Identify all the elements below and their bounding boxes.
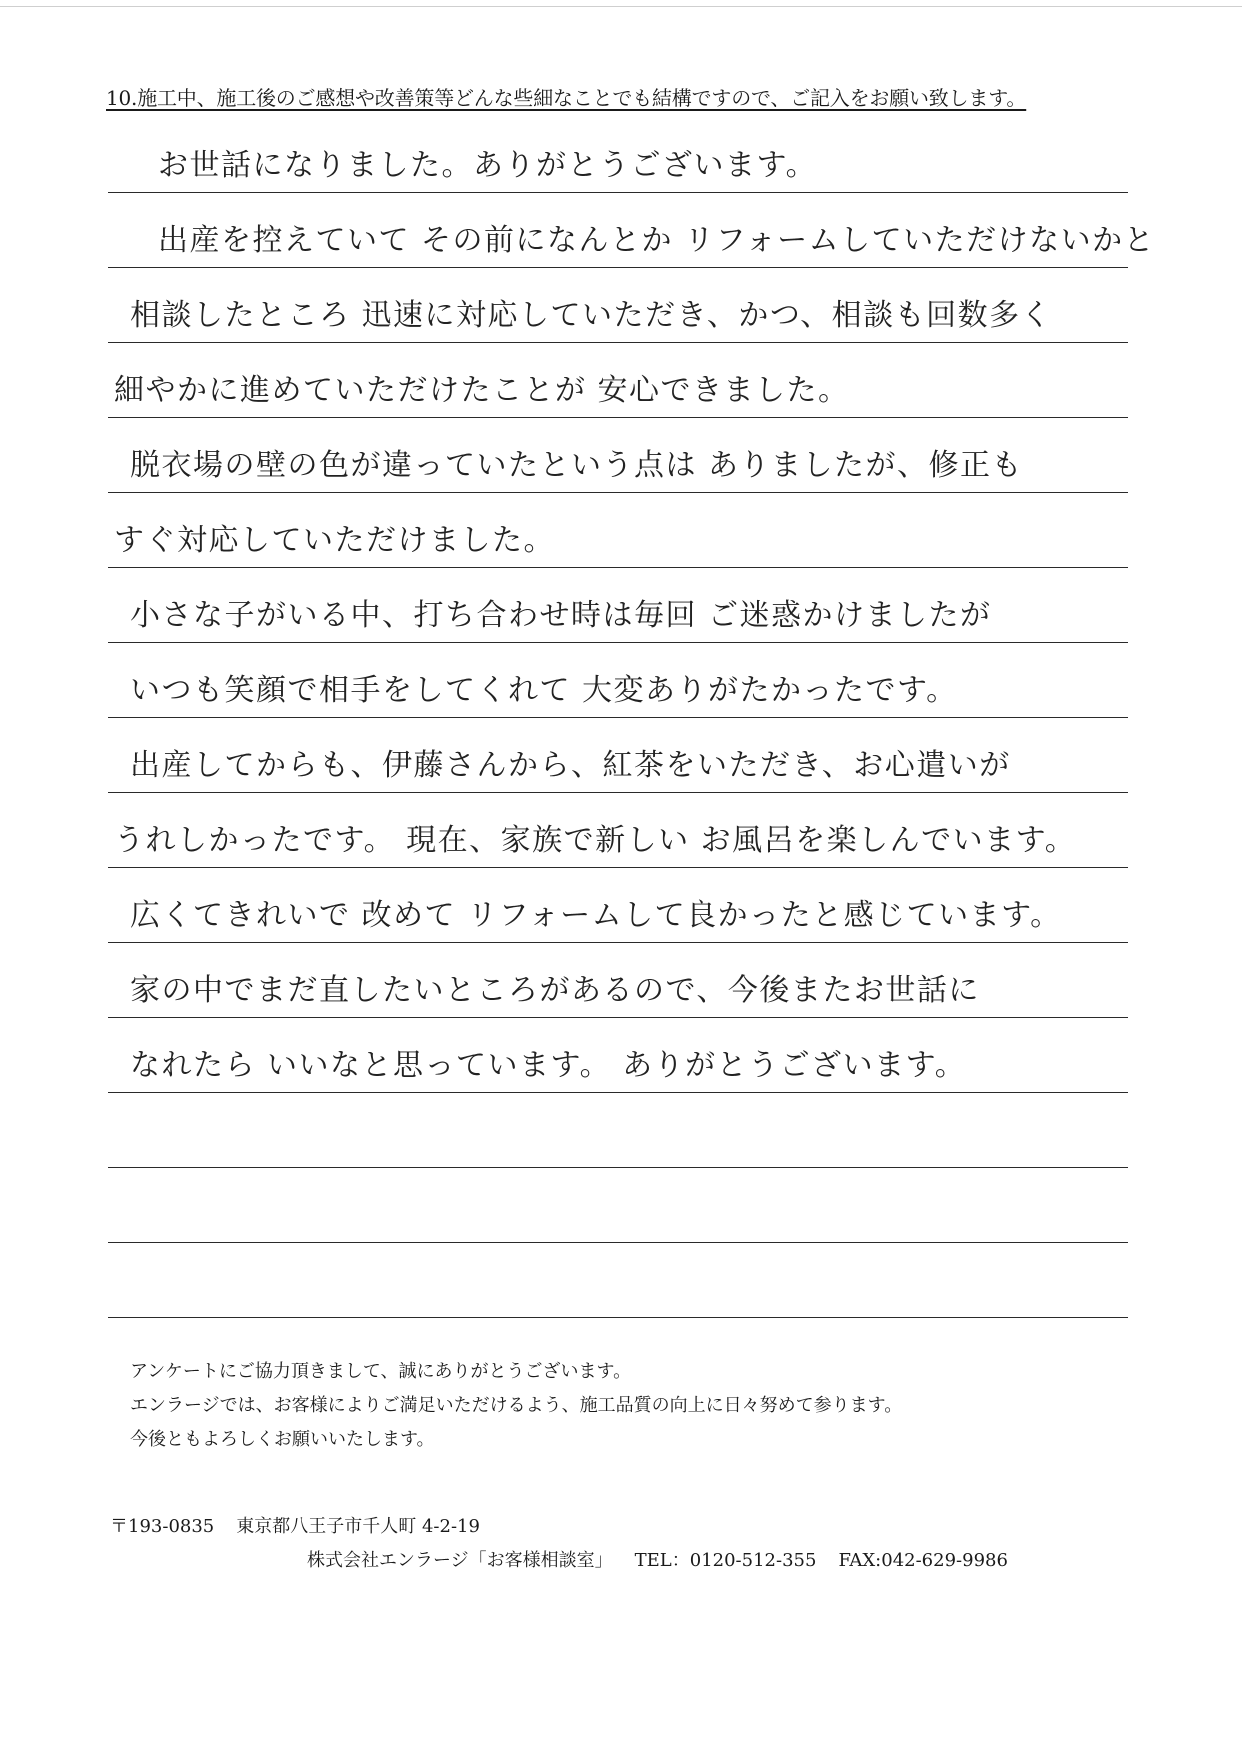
answer-line (108, 418, 1128, 493)
answer-line-text: すぐ対応していただけました。 (114, 523, 555, 558)
closing-line: アンケートにご協力頂きまして、誠にありがとうございます。 (130, 1361, 632, 1382)
answer-line (108, 868, 1128, 943)
answer-line-text: 相談したところ 迅速に対応していただき、かつ、相談も回数多く (130, 298, 1053, 333)
answer-line-text: 出産してからも、伊藤さんから、紅茶をいただき、お心遣いが (130, 748, 1011, 783)
scan-top-edge (0, 0, 1242, 7)
company-name: 株式会社エンラージ「お客様相談室」 (307, 1550, 613, 1571)
answer-line (108, 343, 1128, 418)
handwritten-answer-area (108, 118, 1156, 1318)
fax-number: FAX:042-629-9986 (838, 1550, 1008, 1571)
answer-line-blank (108, 1168, 1128, 1243)
answer-line-text: お世話になりました。ありがとうございます。 (158, 148, 818, 183)
answer-line (108, 793, 1128, 868)
answer-line (108, 193, 1156, 268)
answer-line-text: 小さな子がいる中、打ち合わせ時は毎回 ご迷惑かけましたが (130, 598, 992, 633)
answer-line-text: 家の中でまだ直したいところがあるので、今後またお世話に (130, 973, 980, 1008)
answer-line-text: 脱衣場の壁の色が違っていたという点は ありましたが、修正も (130, 448, 1024, 483)
answer-line (108, 643, 1128, 718)
closing-line: エンラージでは、お客様によりご満足いただけるよう、施工品質の向上に日々努めて参ります。 (130, 1395, 903, 1416)
answer-line (108, 268, 1128, 343)
closing-message (130, 1355, 902, 1457)
answer-line-text: いつも笑顔で相手をしてくれて 大変ありがたかったです。 (130, 673, 958, 708)
answer-line-text: なれたら いいなと思っています。 ありがとうございます。 (130, 1048, 967, 1083)
answer-line-blank (108, 1243, 1128, 1318)
answer-line-text: うれしかったです。 現在、家族で新しい お風呂を楽しんでいます。 (114, 823, 1077, 858)
answer-line-text: 出産を控えていて その前になんとか リフォームしていただけないかと (158, 223, 1156, 258)
question-10-heading: 10.施工中、施工後のご感想や改善策等どんな些細なことでも結構ですので、ご記入をお願い致します。 (106, 86, 1027, 110)
answer-line-text: 広くてきれいで 改めて リフォームして良かったと感じています。 (130, 898, 1062, 933)
company-address (110, 1512, 480, 1542)
answer-line (108, 118, 1128, 193)
phone-number: TEL：0120-512-355 (634, 1550, 817, 1571)
closing-line: 今後ともよろしくお願いいたします。 (130, 1429, 435, 1450)
company-contact (307, 1546, 1008, 1576)
answer-line (108, 568, 1128, 643)
answer-line (108, 943, 1128, 1018)
answer-line-text: 細やかに進めていただけたことが 安心できました。 (114, 373, 850, 408)
answer-line (108, 718, 1128, 793)
answer-line (108, 1018, 1128, 1093)
postal-code: 〒193-0835 (110, 1516, 215, 1537)
answer-line-blank (108, 1093, 1128, 1168)
answer-line (108, 493, 1128, 568)
street-address: 東京都八王子市千人町 4-2-19 (236, 1516, 480, 1537)
